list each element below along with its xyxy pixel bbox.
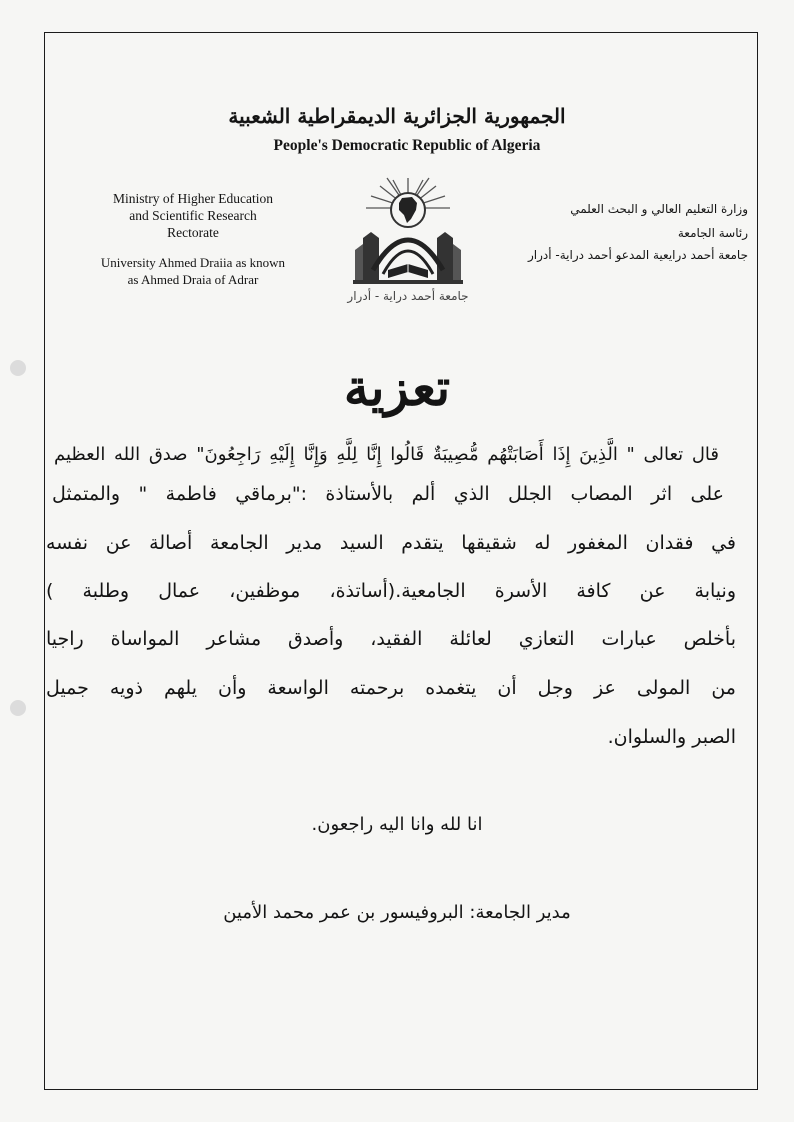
rectorate-ar: رئاسة الجامعة bbox=[677, 226, 748, 240]
signature-line: مدير الجامعة: البروفيسور بن عمر محمد الأمين bbox=[223, 902, 571, 923]
body-line-3: ونيابة عن كافة الأسرة الجامعية.(أساتذة، موظفين، عمال وطلبة ) bbox=[46, 580, 736, 602]
university-en-line1: University Ahmed Draiia as known bbox=[100, 255, 286, 270]
english-republic-title: People's Democratic Republic of Algeria bbox=[273, 137, 541, 154]
university-en-line2: as Ahmed Draia of Adrar bbox=[127, 272, 259, 287]
closing-phrase: انا لله وانا اليه راجعون. bbox=[311, 814, 483, 835]
body-line-2: في فقدان المغفور له شقيقها يتقدم السيد مدير الجامعة أصالة عن نفسه bbox=[46, 532, 736, 554]
ministry-en-line1: Ministry of Higher Education bbox=[112, 191, 274, 206]
body-line-6: الصبر والسلوان. bbox=[607, 726, 736, 748]
punch-hole bbox=[10, 700, 26, 716]
rectorate-en: Rectorate bbox=[167, 225, 219, 240]
arabic-republic-title: الجمهورية الجزائرية الديمقراطية الشعبية bbox=[228, 104, 566, 128]
body-line-1: على اثر المصاب الجلل الذي ألم بالأستاذة :"برماقي فاطمة " والمتمثل bbox=[52, 483, 724, 505]
page-title: تعزية bbox=[343, 358, 451, 417]
ministry-ar: وزارة التعليم العالي و البحث العلمي bbox=[570, 202, 748, 216]
ministry-en-line2: and Scientific Research bbox=[129, 208, 257, 223]
body-line-5: من المولى عز وجل أن يتغمده برحمته الواسعة وأن يلهم ذويه جميل bbox=[46, 677, 736, 699]
body-line-4: بأخلص عبارات التعازي لعائلة الفقيد، وأصدق مشاعر المواساة راجيا bbox=[46, 628, 736, 650]
university-emblem-icon bbox=[333, 170, 483, 310]
quran-verse: قال تعالى " الَّذِينَ إِذَا أَصَابَتْهُم مُّصِيبَةٌ قَالُوا إِنَّا لِلَّهِ وَإِنَّا إِلَيْهِ رَاجِعُونَ" صدق الله العظيم bbox=[54, 444, 719, 465]
university-ar: جامعة أحمد درايعية المدعو أحمد دراية- أدرار bbox=[527, 248, 748, 262]
logo-caption: جامعة أحمد دراية - أدرار bbox=[347, 289, 469, 303]
